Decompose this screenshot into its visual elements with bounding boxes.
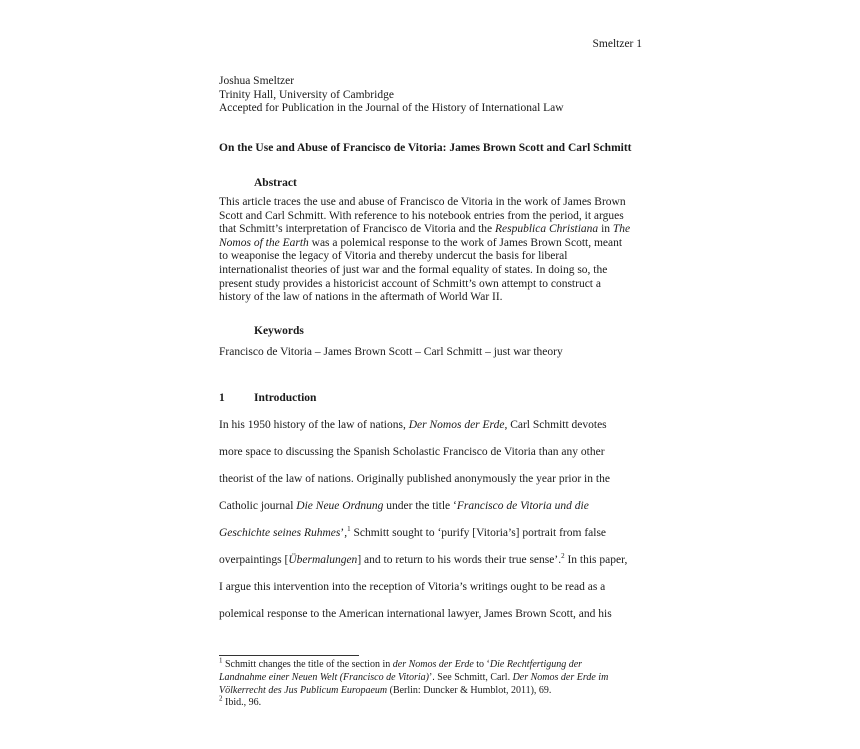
footnote-ref-2[interactable]: 2	[561, 552, 565, 561]
footnote-divider	[219, 655, 359, 656]
footnote-2: $^2$ Ibid., 96.	[219, 695, 262, 709]
abstract-line: internationalist theories of just war and the formal equality of states. In doing so, the	[219, 263, 608, 276]
footnote-ref-1[interactable]: 1	[347, 525, 351, 534]
abstract-line: history of the law of nations in the aftermath of World War II.	[219, 291, 503, 304]
author-affiliation: Trinity Hall, University of Cambridge	[219, 88, 394, 101]
section-number: 1	[219, 392, 225, 404]
footnote-1: $^1$ Schmitt changes the title of the section in der Nomos der Erde to ‘Die Rechtfertigung der	[219, 656, 583, 670]
body-line: overpaintings [Übermalungen] and to return to his words their true sense’.$^2$ In this paper,	[219, 552, 628, 566]
publication-status: Accepted for Publication in the Journal of the History of International Law	[219, 102, 564, 114]
abstract-text	[219, 196, 630, 305]
body-line: polemical response to the American international lawyer, James Brown Scott, and his	[219, 608, 612, 620]
footnotes	[219, 656, 609, 710]
section-title: Introduction	[254, 392, 317, 404]
running-head: Smeltzer 1	[592, 38, 642, 50]
abstract-line: that Schmitt’s interpretation of Francisco de Vitoria and the Respublica Christiana in The	[219, 223, 631, 236]
author-name: Joshua Smeltzer	[219, 75, 295, 87]
article-title: On the Use and Abuse of Francisco de Vitoria: James Brown Scott and Carl Schmitt	[219, 142, 632, 154]
keywords-text: Francisco de Vitoria – James Brown Scott – Carl Schmitt – just war theory	[219, 346, 563, 358]
footnote-1-cont: Völkerrecht des Jus Publicum Europaeum (Berlin: Duncker & Humblot, 2011), 69.	[219, 684, 552, 696]
body-line: more space to discussing the Spanish Scholastic Francisco de Vitoria than any other	[219, 446, 605, 458]
abstract-line: present study provides a historicist account of Schmitt’s own attempt to construct a	[219, 277, 601, 290]
author-block	[219, 75, 564, 116]
body-line: I argue this intervention into the reception of Vitoria’s writings ought to be read as a	[219, 581, 606, 593]
footnote-1-cont: Landnahme einer Neuen Welt (Francisco de Vitoria)’. See Schmitt, Carl. Der Nomos der Erde im	[219, 671, 609, 683]
keywords-heading: Keywords	[254, 325, 304, 337]
abstract-line: to weaponise the legacy of Vitoria and thereby undercut the basis for liberal	[219, 250, 568, 263]
abstract-line: This article traces the use and abuse of Francisco de Vitoria in the work of James Brown	[219, 196, 626, 208]
abstract-line: Nomos of the Earth was a polemical response to the work of James Brown Scott, meant	[219, 236, 623, 249]
body-line: Catholic journal Die Neue Ordnung under the title ‘Francisco de Vitoria und die	[219, 500, 589, 512]
body-line: In his 1950 history of the law of nations, Der Nomos der Erde, Carl Schmitt devotes	[219, 419, 607, 431]
body-line: Geschichte seines Ruhmes’,$^1$ Schmitt sought to ‘purify [Vitoria’s] portrait from false	[219, 525, 607, 539]
abstract-heading: Abstract	[254, 177, 297, 189]
body-line: theorist of the law of nations. Originally published anonymously the year prior in the	[219, 473, 610, 485]
abstract-line: Scott and Carl Schmitt. With reference to his notebook entries from the period, it argues	[219, 209, 624, 222]
